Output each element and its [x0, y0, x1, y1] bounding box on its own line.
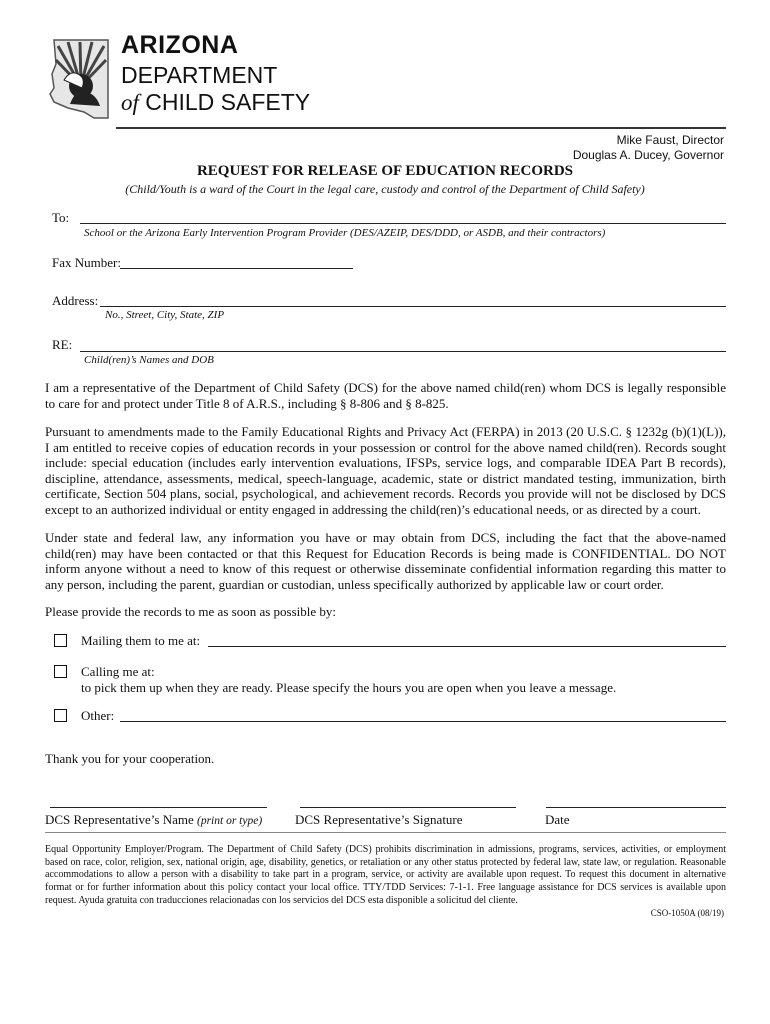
footer-rule [45, 832, 726, 833]
rep-name-line[interactable] [50, 807, 267, 808]
agency-logo [46, 34, 116, 124]
header-rule [116, 127, 726, 129]
form-number: CSO-1050A (08/19) [650, 908, 724, 918]
footer-notice: Equal Opportunity Employer/Program. The Department of Child Safety (DCS) prohibits discrimination in admissions, programs, services, activities, or employment based on race, color, religion, sex, national origin, age, disability, genetics, or retaliation or any other status protected by federal law, state law, or regulation. Reasonable accommodations to allow a person with a disability to take part in a program, service, or activity are available upon request. To request this document in alternative format or for further information about this policy contact your local office. TTY/TDD Services: 7-1-1. Free language assistance for DCS services is available upon request. Ayuda gratuita con traducciones relacionadas con los servicios del DCS esta disponible a solicitud del cliente. [45, 844, 726, 906]
other-label: Other: [81, 708, 115, 723]
to-field[interactable] [80, 223, 726, 224]
address-field[interactable] [100, 306, 726, 307]
thanks-text: Thank you for your cooperation. [45, 751, 215, 766]
logo-line-child-safety [121, 89, 310, 116]
re-hint: Child(ren)’s Names and DOB [84, 354, 214, 366]
date-line[interactable] [546, 807, 726, 808]
call-label: Calling me at: [81, 664, 155, 679]
paragraph-ferpa: Pursuant to amendments made to the Family Educational Rights and Privacy Act (FERPA) in 2013 (20 U.S.C. § 1232g (b)(1)(L)), I am entitled to receive copies of education records in your possession or control for the above named child(ren). Records sought include: special education (includes early intervention evaluations, IFSPs, service logs, and comparable IDEA Part B records), discipline, attendance, assessments, medical, speech-language, academic, state or district mandated testing, immunization, birth certificate, Section 504 plans, social, psychological, and achievement records. Records you provide will not be disclosed by DCS except to an authorized individual or entity engaged in addressing the child(ren)’s educational needs, or as directed by a court. [45, 424, 726, 517]
rep-signature-line[interactable] [300, 807, 516, 808]
call-checkbox[interactable] [54, 665, 67, 678]
rep-signature-label: DCS Representative’s Signature [295, 812, 463, 827]
rep-name-label-hint: (print or type) [197, 815, 263, 827]
logo-child-safety-text: CHILD SAFETY [145, 89, 311, 115]
mail-label: Mailing them to me at: [81, 633, 201, 648]
mail-field[interactable] [208, 646, 726, 647]
arizona-emblem-icon [46, 34, 116, 124]
page-subtitle: (Child/Youth is a ward of the Court in the legal care, custody and control of the Department of Child Safety) [125, 182, 645, 196]
other-field[interactable] [120, 721, 726, 722]
logo-line-arizona: ARIZONA [121, 31, 239, 59]
re-field[interactable] [80, 351, 726, 352]
address-label: Address: [52, 293, 99, 308]
logo-of-text: of [121, 90, 139, 115]
address-hint: No., Street, City, State, ZIP [105, 309, 225, 321]
mail-checkbox[interactable] [54, 634, 67, 647]
logo-line-department: DEPARTMENT [121, 62, 278, 88]
page-title: REQUEST FOR RELEASE OF EDUCATION RECORDS [196, 163, 574, 179]
governor-name: Douglas A. Ducey, Governor [572, 148, 724, 162]
fax-field[interactable] [120, 268, 353, 269]
paragraph-confidential: Under state and federal law, any information you have or may obtain from DCS, including the fact that the above-named child(ren) may have been contacted or that this Request for Education Records is being made is CONFIDENTIAL. DO NOT inform anyone without a need to know of this request or otherwise disseminate confidential information regarding this matter to any person, including the parent, guardian or custodian, unless specifically authorized by applicable law or court order. [45, 530, 726, 592]
fax-label: Fax Number: [52, 255, 121, 270]
call-sublabel: to pick them up when they are ready. Please specify the hours you are open when you leave a message. [81, 680, 617, 695]
paragraph-dcs-authority: I am a representative of the Department of Child Safety (DCS) for the above named child(ren) whom DCS is legally responsible to care for and protect under Title 8 of A.R.S., including § 8-806 and § 8-825. [45, 380, 726, 411]
to-hint: School or the Arizona Early Intervention Program Provider (DES/AZEIP, DES/DDD, or ASDB, and their contractors) [84, 227, 606, 239]
re-label: RE: [52, 337, 73, 352]
rep-name-label [45, 812, 262, 828]
other-checkbox[interactable] [54, 709, 67, 722]
to-label: To: [52, 210, 70, 225]
paragraph-please-provide: Please provide the records to me as soon as possible by: [45, 604, 336, 619]
date-label: Date [545, 812, 570, 827]
director-name: Mike Faust, Director [616, 133, 724, 147]
rep-name-label-text: DCS Representative’s Name [45, 812, 194, 827]
